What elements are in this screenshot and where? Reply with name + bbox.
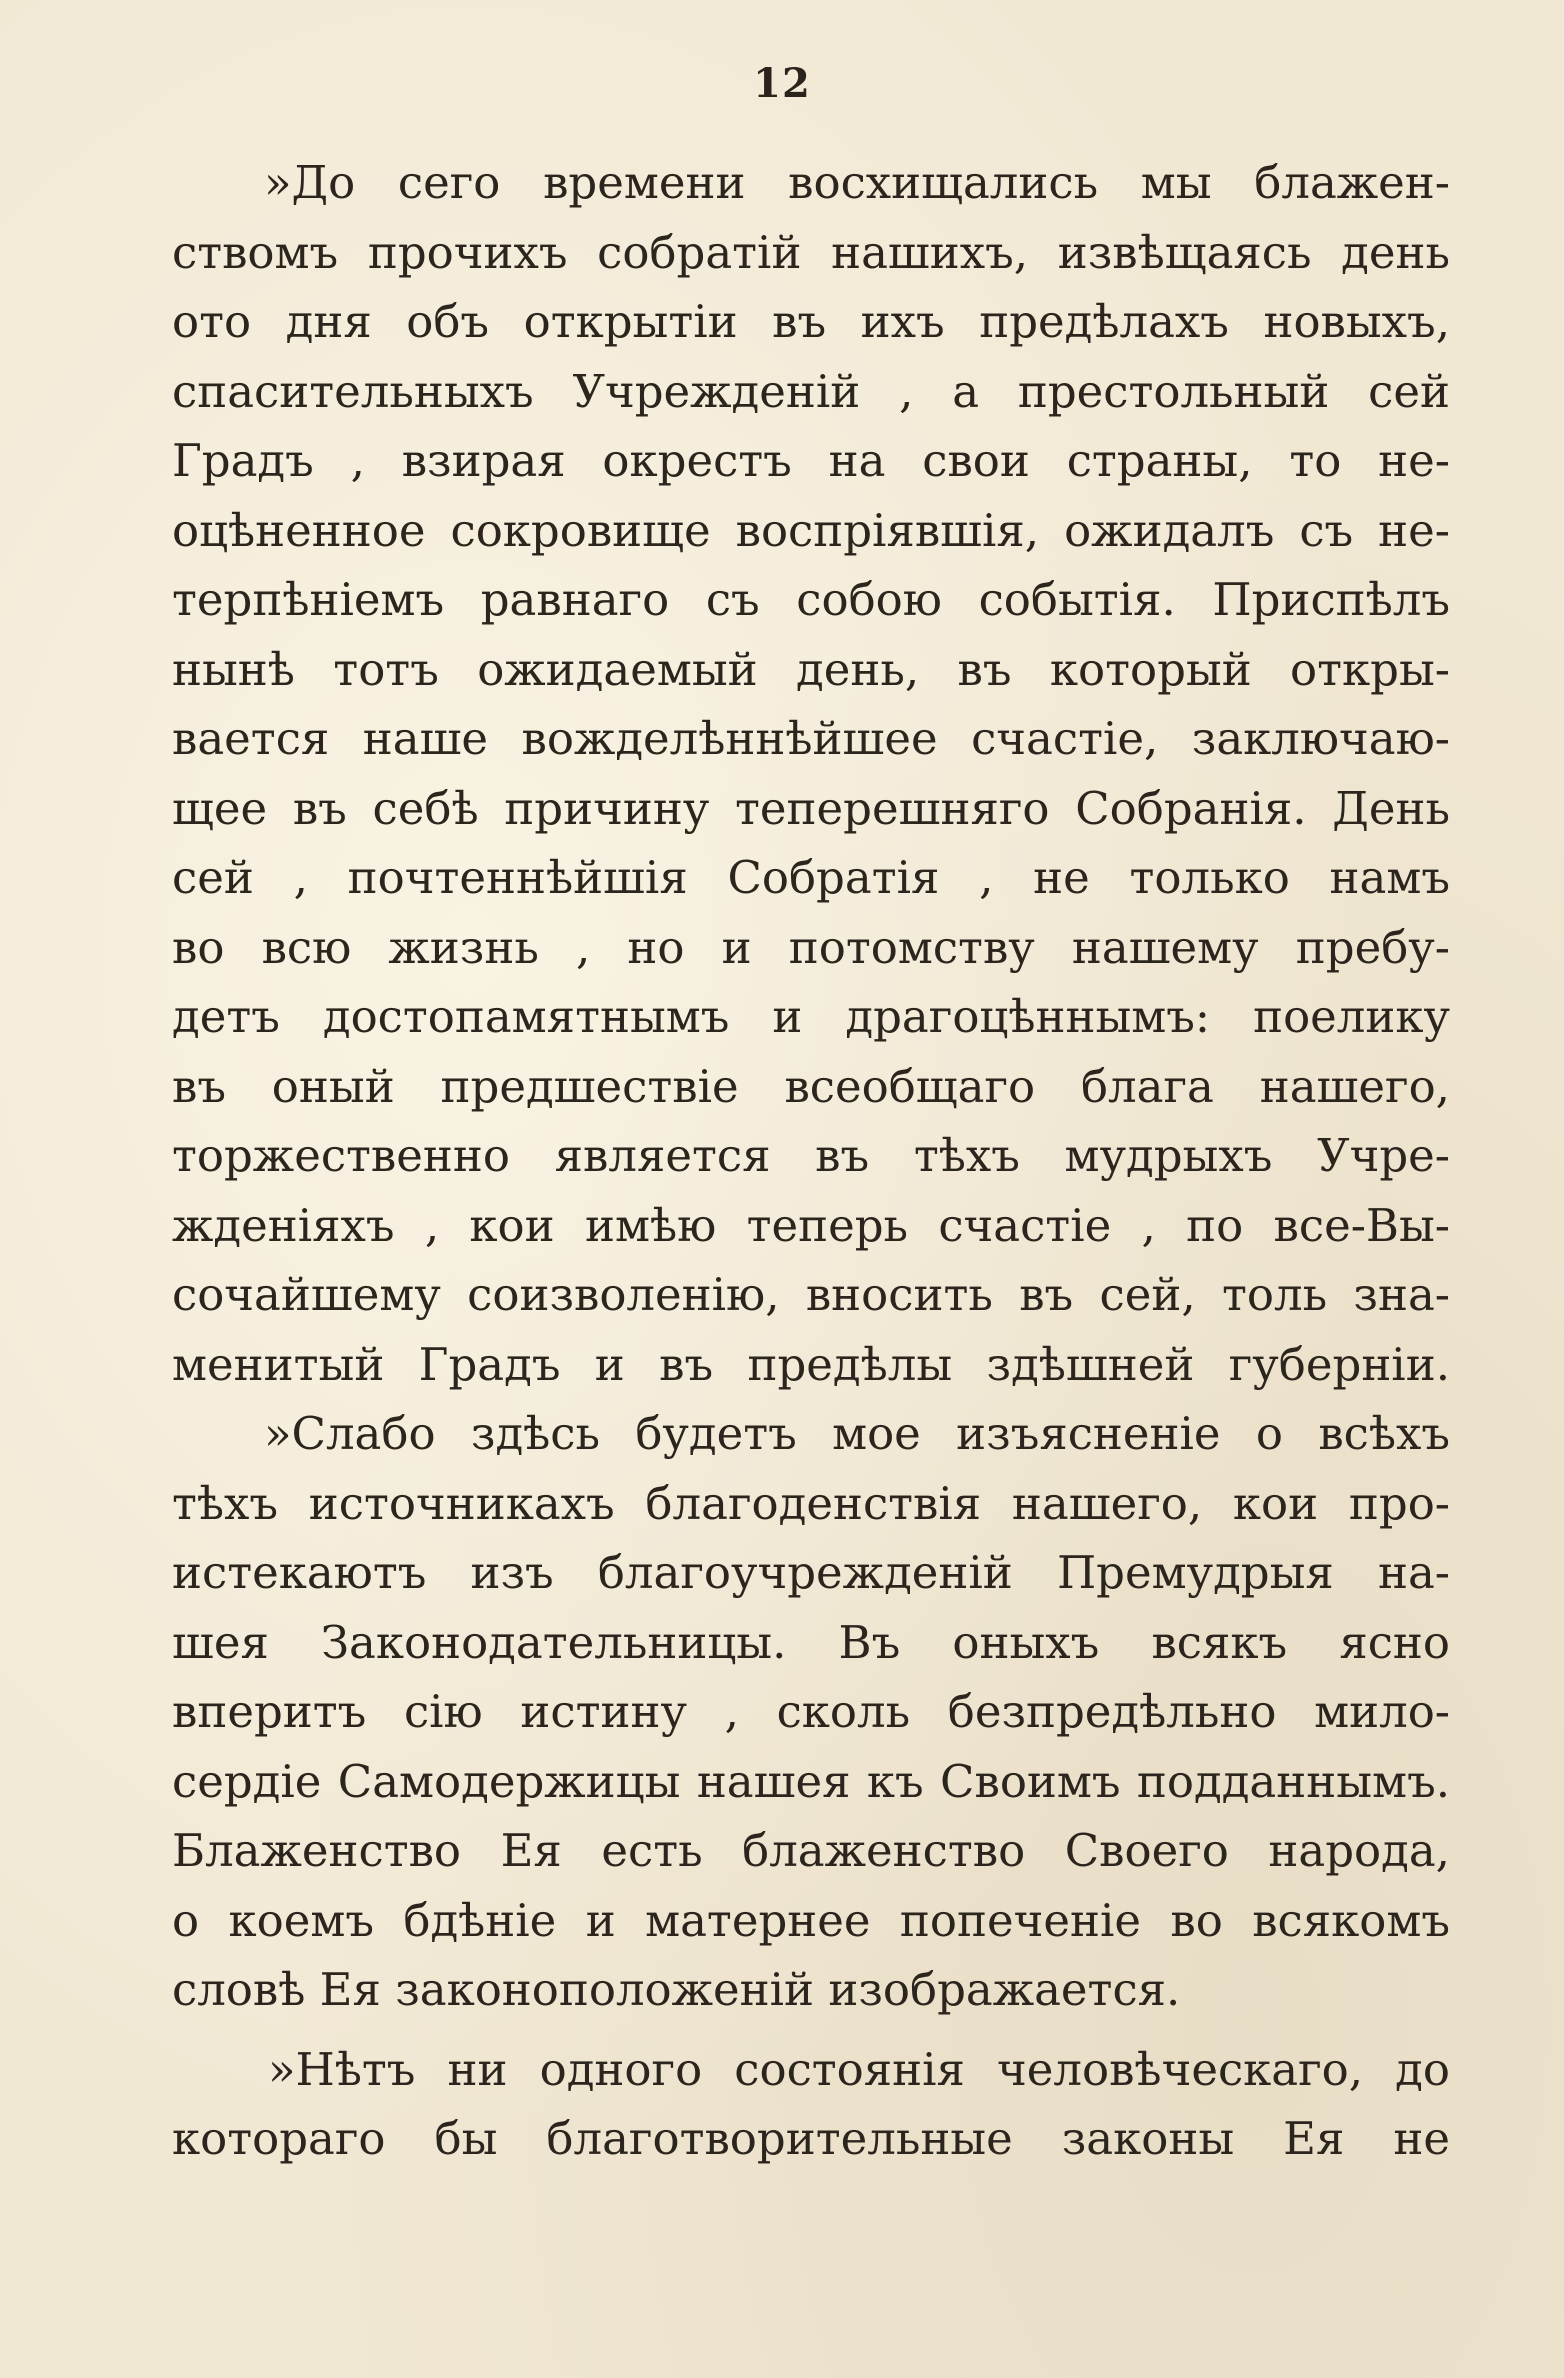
- text-line: во всю жизнь , но и потомству нашему пребу-: [172, 920, 1450, 974]
- body-text: [172, 148, 1450, 2174]
- text-line: щее въ себѣ причину теперешняго Собранія. День: [172, 781, 1450, 835]
- paragraph-gap: [172, 2025, 1450, 2035]
- text-line: о коемъ бдѣніе и матернее попеченіе во всякомъ: [172, 1893, 1450, 1947]
- text-line: торжественно является въ тѣхъ мудрыхъ Учре-: [172, 1129, 1450, 1182]
- text-line: вается наше вожделѣннѣйшее счастіе, заключаю-: [172, 712, 1450, 765]
- page-number: 12: [753, 60, 811, 107]
- text-line: ствомъ прочихъ собратій нашихъ, извѣщаясь день: [172, 225, 1450, 279]
- text-line: сердіе Самодержицы нашея къ Своимъ подданнымъ.: [172, 1754, 1450, 1808]
- paragraph-1: [172, 148, 1450, 1399]
- text-line: словѣ Ея законоположеній изображается.: [172, 1963, 1181, 2016]
- text-line: оцѣненное сокровище воспріявшія, ожидалъ съ не-: [172, 503, 1450, 557]
- text-line: сочайшему соизволенію, вносить въ сей, толь зна-: [172, 1268, 1450, 1321]
- text-line: въ оный предшествіе всеобщаго блага нашего,: [172, 1059, 1450, 1113]
- text-line: тѣхъ источникахъ благоденствія нашего, кои про-: [172, 1476, 1450, 1530]
- text-line: вперитъ сію истину , сколь безпредѣльно мило-: [172, 1685, 1450, 1738]
- text-line: терпѣніемъ равнаго съ собою событія. Приспѣлъ: [172, 573, 1450, 626]
- text-line: котораго бы благотворительные законы Ея не: [172, 2112, 1450, 2165]
- text-line: шея Законодательницы. Въ оныхъ всякъ ясно: [172, 1615, 1450, 1669]
- text-line: »Слабо здѣсь будетъ мое изъясненіе о всѣхъ: [264, 1407, 1450, 1460]
- text-line: »Нѣтъ ни одного состоянія человѣческаго, до: [268, 2042, 1450, 2096]
- text-line: нынѣ тотъ ожидаемый день, въ который откры-: [172, 642, 1450, 696]
- text-line: детъ достопамятнымъ и драгоцѣннымъ: поелику: [172, 990, 1450, 1043]
- text-line: жденіяхъ , кои имѣю теперь счастіе , по все-Вы-: [172, 1198, 1450, 1252]
- paragraph-2: [172, 1399, 1450, 2025]
- text-line: Блаженство Ея есть блаженство Своего народа,: [172, 1824, 1450, 1877]
- text-line: »До сего времени восхищались мы блажен-: [264, 156, 1450, 209]
- text-line: истекаютъ изъ благоучрежденій Премудрыя на-: [172, 1546, 1450, 1599]
- text-line: сей , почтеннѣйшія Собратія , не только намъ: [172, 851, 1450, 904]
- text-line: ото дня объ открытіи въ ихъ предѣлахъ новыхъ,: [172, 295, 1450, 348]
- paragraph-3: [172, 2035, 1450, 2174]
- text-line: менитый Градъ и въ предѣлы здѣшней губерніи.: [172, 1337, 1450, 1391]
- text-line: спасительныхъ Учрежденій , а престольный сей: [172, 364, 1450, 418]
- text-line: Градъ , взирая окрестъ на свои страны, то не-: [172, 434, 1450, 487]
